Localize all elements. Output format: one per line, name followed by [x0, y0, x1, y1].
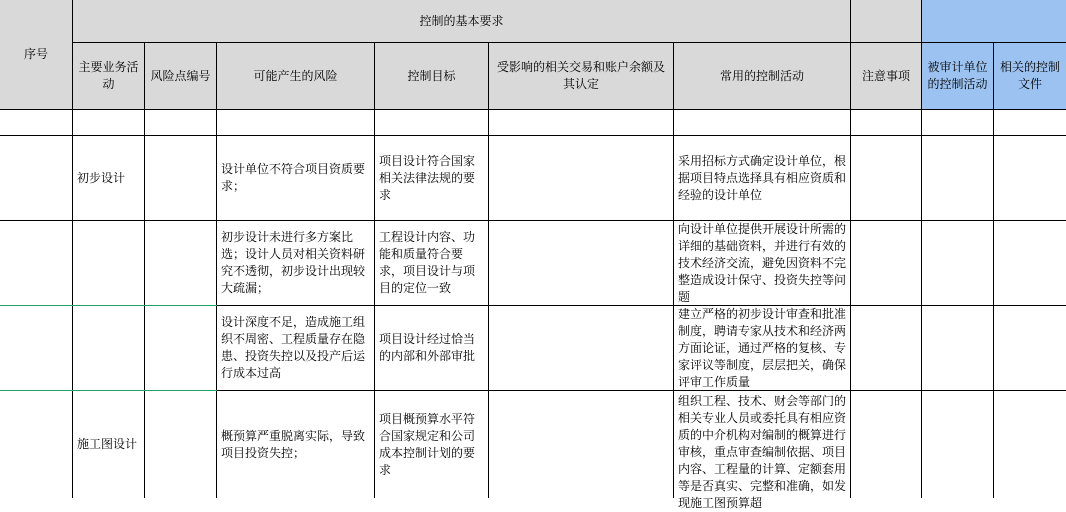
header-col-control-label: 常用的控制活动 — [719, 68, 804, 83]
cell-r3-affected[interactable] — [489, 306, 674, 391]
cell-r3-objective[interactable] — [375, 306, 489, 391]
header-col-activity[interactable] — [73, 43, 145, 110]
cell-r1-seq[interactable] — [0, 136, 73, 221]
cell-r4-risk[interactable] — [217, 391, 375, 498]
cell-r3-seq[interactable] — [0, 306, 73, 391]
header-col-audited-label: 被审计单位的控制活动 — [927, 60, 988, 91]
header-col-risk-id-label: 风险点编号 — [150, 68, 211, 83]
cell-r1-risk-id[interactable] — [145, 136, 217, 221]
cell-r3-control-text: 建立严格的初步设计审查和批准制度，聘请专家从技术和经济两方面论证，通过严格的复核、专家评议等制度，层层把关，确保评审工作质量 — [678, 306, 847, 389]
cell-r3-notes[interactable] — [851, 306, 922, 391]
cell-r1-objective-text: 项目设计符合国家相关法律法规的要求 — [379, 153, 476, 202]
cell-r2-risk[interactable] — [217, 221, 375, 306]
cell-r3-risk-id[interactable] — [145, 306, 217, 391]
header-col-objective-label: 控制目标 — [407, 68, 456, 83]
cell-r2-control-text: 向设计单位提供开展设计所需的详细的基础资料，并进行有效的技术经济交流，避免因资料不完整造成设计保守、投资失控等问题 — [678, 221, 847, 304]
cell-r2-objective[interactable] — [375, 221, 489, 306]
header-col-activity-label: 主要业务活动 — [78, 60, 139, 91]
header-col-notes-label: 注意事项 — [861, 68, 910, 83]
cell-r2-activity[interactable] — [73, 221, 145, 306]
cell-r1-control-text: 采用招标方式确定设计单位，根据项目特点选择具有相应资质和经验的设计单位 — [678, 153, 847, 202]
cell-r3-risk[interactable] — [217, 306, 375, 391]
cell-r0-notes[interactable] — [851, 110, 922, 136]
cell-r4-objective[interactable] — [375, 391, 489, 498]
header-col-risk-label: 可能产生的风险 — [253, 68, 338, 83]
cell-r0-docs[interactable] — [994, 110, 1066, 136]
header-group-title-label: 控制的基本要求 — [419, 13, 504, 28]
cell-r1-objective[interactable] — [375, 136, 489, 221]
header-col-audited[interactable] — [922, 43, 994, 110]
cell-r4-objective-text: 项目概预算水平符合国家规定和公司成本控制计划的要求 — [379, 411, 476, 477]
cell-r0-objective[interactable] — [375, 110, 489, 136]
header-seq[interactable] — [0, 0, 73, 110]
cell-r1-audited[interactable] — [922, 136, 994, 221]
cell-r2-objective-text: 工程设计内容、功能和质量符合要求，项目设计与项目的定位一致 — [379, 230, 476, 295]
selection-top-line — [0, 305, 217, 306]
cell-r2-risk-text: 初步设计未进行多方案比选；设计人员对相关资料研究不透彻，初步设计出现较大疏漏； — [221, 230, 366, 295]
cell-r3-risk-text: 设计深度不足，造成施工组织不周密、工程质量存在隐患、投资失控以及投产后运行成本过高 — [221, 315, 366, 380]
cell-r3-activity[interactable] — [73, 306, 145, 391]
cell-r2-affected[interactable] — [489, 221, 674, 306]
cell-r0-affected[interactable] — [489, 110, 674, 136]
cell-r4-audited[interactable] — [922, 391, 994, 498]
cell-r3-docs[interactable] — [994, 306, 1066, 391]
cell-r0-audited[interactable] — [922, 110, 994, 136]
cell-r1-affected[interactable] — [489, 136, 674, 221]
cell-r2-seq[interactable] — [0, 221, 73, 306]
cell-r4-activity[interactable] — [73, 391, 145, 498]
cell-r2-docs[interactable] — [994, 221, 1066, 306]
cell-r4-affected[interactable] — [489, 391, 674, 498]
cell-r4-seq[interactable] — [0, 391, 73, 498]
cell-r0-control[interactable] — [674, 110, 851, 136]
header-col-control[interactable] — [674, 43, 851, 110]
cell-r4-notes[interactable] — [851, 391, 922, 498]
cell-r3-audited[interactable] — [922, 306, 994, 391]
cell-r4-control-text: 组织工程、技术、财会等部门的相关专业人员或委托具有相应资质的中介机构对编制的概算进行审核，重点审查编制依据、项目内容、工程量的计算、定额套用等是否真实、完整和准确，如发现施工图预算超 — [678, 394, 847, 510]
cell-r4-risk-text: 概预算严重脱离实际，导致项目投资失控； — [221, 428, 366, 460]
header-blue-top[interactable] — [922, 0, 1066, 43]
header-col-docs[interactable] — [994, 43, 1066, 110]
cell-r3-objective-text: 项目设计经过恰当的内部和外部审批 — [379, 332, 476, 363]
cell-r4-docs[interactable] — [994, 391, 1066, 498]
cell-r1-notes[interactable] — [851, 136, 922, 221]
header-col-docs-label: 相关的控制文件 — [999, 60, 1060, 91]
header-group-title[interactable] — [73, 0, 851, 43]
header-col-affected-label: 受影响的相关交易和账户余额及其认定 — [496, 60, 665, 91]
header-col-risk-id[interactable] — [145, 43, 217, 110]
cell-r2-control[interactable] — [674, 221, 851, 306]
cell-r1-activity-text: 初步设计 — [77, 170, 126, 185]
header-col-affected[interactable] — [489, 43, 674, 110]
header-seq-label: 序号 — [23, 47, 48, 61]
cell-r0-activity[interactable] — [73, 110, 145, 136]
header-col-notes[interactable] — [851, 43, 922, 110]
selection-bottom-line — [0, 390, 217, 391]
cell-r1-risk[interactable] — [217, 136, 375, 221]
cell-r1-control[interactable] — [674, 136, 851, 221]
cell-r4-control[interactable] — [674, 391, 851, 510]
cell-r4-activity-text: 施工图设计 — [77, 437, 138, 451]
cell-r1-risk-text: 设计单位不符合项目资质要求； — [221, 162, 366, 193]
cell-r2-risk-id[interactable] — [145, 221, 217, 306]
header-col-objective[interactable] — [375, 43, 489, 110]
cell-r3-control[interactable] — [674, 306, 851, 391]
cell-r1-activity[interactable] — [73, 136, 145, 221]
cell-r2-notes[interactable] — [851, 221, 922, 306]
cell-r0-risk[interactable] — [217, 110, 375, 136]
cell-r0-risk-id[interactable] — [145, 110, 217, 136]
cell-r1-docs[interactable] — [994, 136, 1066, 221]
cell-r0-seq[interactable] — [0, 110, 73, 136]
header-empty-notes-top[interactable] — [851, 0, 922, 43]
header-col-risk[interactable] — [217, 43, 375, 110]
cell-r4-risk-id[interactable] — [145, 391, 217, 498]
cell-r2-audited[interactable] — [922, 221, 994, 306]
